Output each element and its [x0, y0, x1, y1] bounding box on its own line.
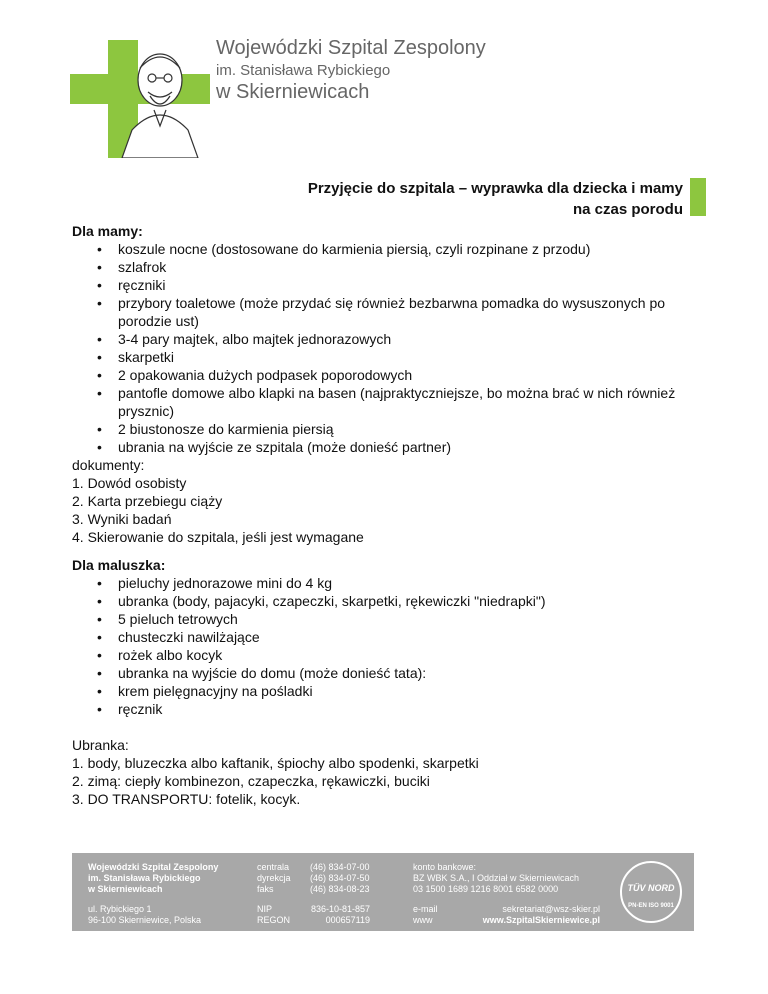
baby-list: [72, 574, 712, 718]
org-city: w Skierniewicach: [216, 81, 370, 103]
org-name: Wojewódzki Szpital Zespolony: [216, 37, 486, 59]
footer-contact-labels: [413, 904, 438, 926]
page-title-line1: Przyjęcie do szpitala – wyprawka dla dziecka i mamy: [307, 180, 683, 197]
footer-org: [88, 862, 218, 895]
list-item: • 5 pieluch tetrowych: [72, 610, 712, 628]
list-item: • rożek albo kocyk: [72, 646, 712, 664]
footer-label: faks: [257, 884, 274, 894]
list-item: 1. Dowód osobisty: [72, 475, 187, 491]
clothes-section: [72, 736, 712, 808]
list-item: • chusteczki nawilżające: [72, 628, 712, 646]
page-title: [223, 178, 683, 220]
footer-address-line: 96-100 Skierniewice, Polska: [88, 915, 202, 925]
tuv-nord-logo: TÜV NORD: [627, 883, 675, 893]
footer-www-link[interactable]: www.SzpitalSkierniewice.pl: [482, 915, 600, 925]
baby-section: [72, 556, 712, 718]
footer-contact-values: [440, 904, 600, 926]
list-item: • 2 opakowania dużych podpasek poporodowych: [72, 366, 712, 384]
clothes-heading: Ubranka:: [72, 737, 129, 753]
org-patron: im. Stanisława Rybickiego: [216, 62, 391, 79]
list-item: • ręczniki: [72, 276, 712, 294]
footer-label: konto bankowe:: [413, 862, 477, 872]
footer-value: BZ WBK S.A., I Oddział w Skierniewicach: [413, 873, 580, 883]
list-item: • pieluchy jednorazowe mini do 4 kg: [72, 574, 712, 592]
list-item: • 3-4 pary majtek, albo majtek jednorazowych: [72, 330, 712, 348]
footer-email-link[interactable]: sekretariat@wsz-skier.pl: [502, 904, 600, 914]
footer-address-line: ul. Rybickiego 1: [88, 904, 152, 914]
list-item: • koszule nocne (dostosowane do karmienia piersią, czyli rozpinane z przodu): [72, 240, 712, 258]
list-item: • krem pielęgnacyjny na pośladki: [72, 682, 712, 700]
footer-bank: [413, 862, 579, 895]
mother-heading: Dla mamy:: [72, 223, 143, 239]
list-item: • szlafrok: [72, 258, 712, 276]
baby-heading: Dla maluszka:: [72, 557, 166, 573]
iso-certificate-label: PN-EN ISO 9001: [628, 903, 674, 909]
footer-org-line: Wojewódzki Szpital Zespolony: [88, 862, 219, 872]
list-item: • skarpetki: [72, 348, 712, 366]
footer-label: REGON: [257, 915, 291, 925]
list-item: • 2 biustonosze do karmienia piersią: [72, 420, 712, 438]
mother-list: [72, 240, 712, 456]
footer-value: 836-10-81-857: [310, 904, 370, 914]
logo-cross-icon: [70, 40, 210, 158]
documents-heading: dokumenty:: [72, 457, 145, 473]
footer-org-line: im. Stanisława Rybickiego: [88, 873, 201, 883]
footer-value: (46) 834-07-50: [310, 873, 370, 883]
title-accent-bar: [690, 178, 706, 216]
list-item: • przybory toaletowe (może przydać się również bezbarwna pomadka do wysuszonych po porodzie ust): [72, 294, 712, 330]
footer-phone-values: [310, 862, 370, 895]
list-item: • ubranka na wyjście do domu (może donieść tata):: [72, 664, 712, 682]
footer-value: (46) 834-07-00: [310, 862, 370, 872]
footer-value: (46) 834-08-23: [310, 884, 370, 894]
footer-phone-labels: [257, 862, 291, 895]
footer-label: dyrekcja: [257, 873, 291, 883]
list-item: • ręcznik: [72, 700, 712, 718]
footer-org-line: w Skierniewicach: [88, 884, 163, 894]
page-title-line2: na czas porodu: [572, 201, 683, 218]
list-item: 1. body, bluzeczka albo kaftanik, śpiochy albo spodenki, skarpetki: [72, 755, 479, 771]
mother-section: [72, 222, 712, 546]
footer-id-values: [310, 904, 370, 926]
footer: [72, 853, 694, 931]
footer-label: centrala: [257, 862, 290, 872]
list-item: 2. Karta przebiegu ciąży: [72, 493, 223, 509]
list-item: 3. Wyniki badań: [72, 511, 172, 527]
list-item: 3. DO TRANSPORTU: fotelik, kocyk.: [72, 791, 301, 807]
list-item: 2. zimą: ciepły kombinezon, czapeczka, rękawiczki, buciki: [72, 773, 430, 789]
list-item: • ubrania na wyjście ze szpitala (może donieść partner): [72, 438, 712, 456]
footer-address: [88, 904, 201, 926]
footer-label: www: [413, 915, 433, 925]
tuv-nord-certificate-icon: [620, 861, 682, 923]
list-item: • pantofle domowe albo klapki na basen (najpraktyczniejsze, bo można brać w nich również prysznic): [72, 384, 712, 420]
footer-label: e-mail: [413, 904, 438, 914]
footer-label: NIP: [257, 904, 273, 914]
list-item: 4. Skierowanie do szpitala, jeśli jest wymagane: [72, 529, 364, 545]
footer-value: 000657119: [325, 915, 370, 925]
footer-id-labels: [257, 904, 290, 926]
footer-value: 03 1500 1689 1216 8001 6582 0000: [413, 884, 559, 894]
list-item: • ubranka (body, pajacyki, czapeczki, skarpetki, rękewiczki "niedrapki"): [72, 592, 712, 610]
